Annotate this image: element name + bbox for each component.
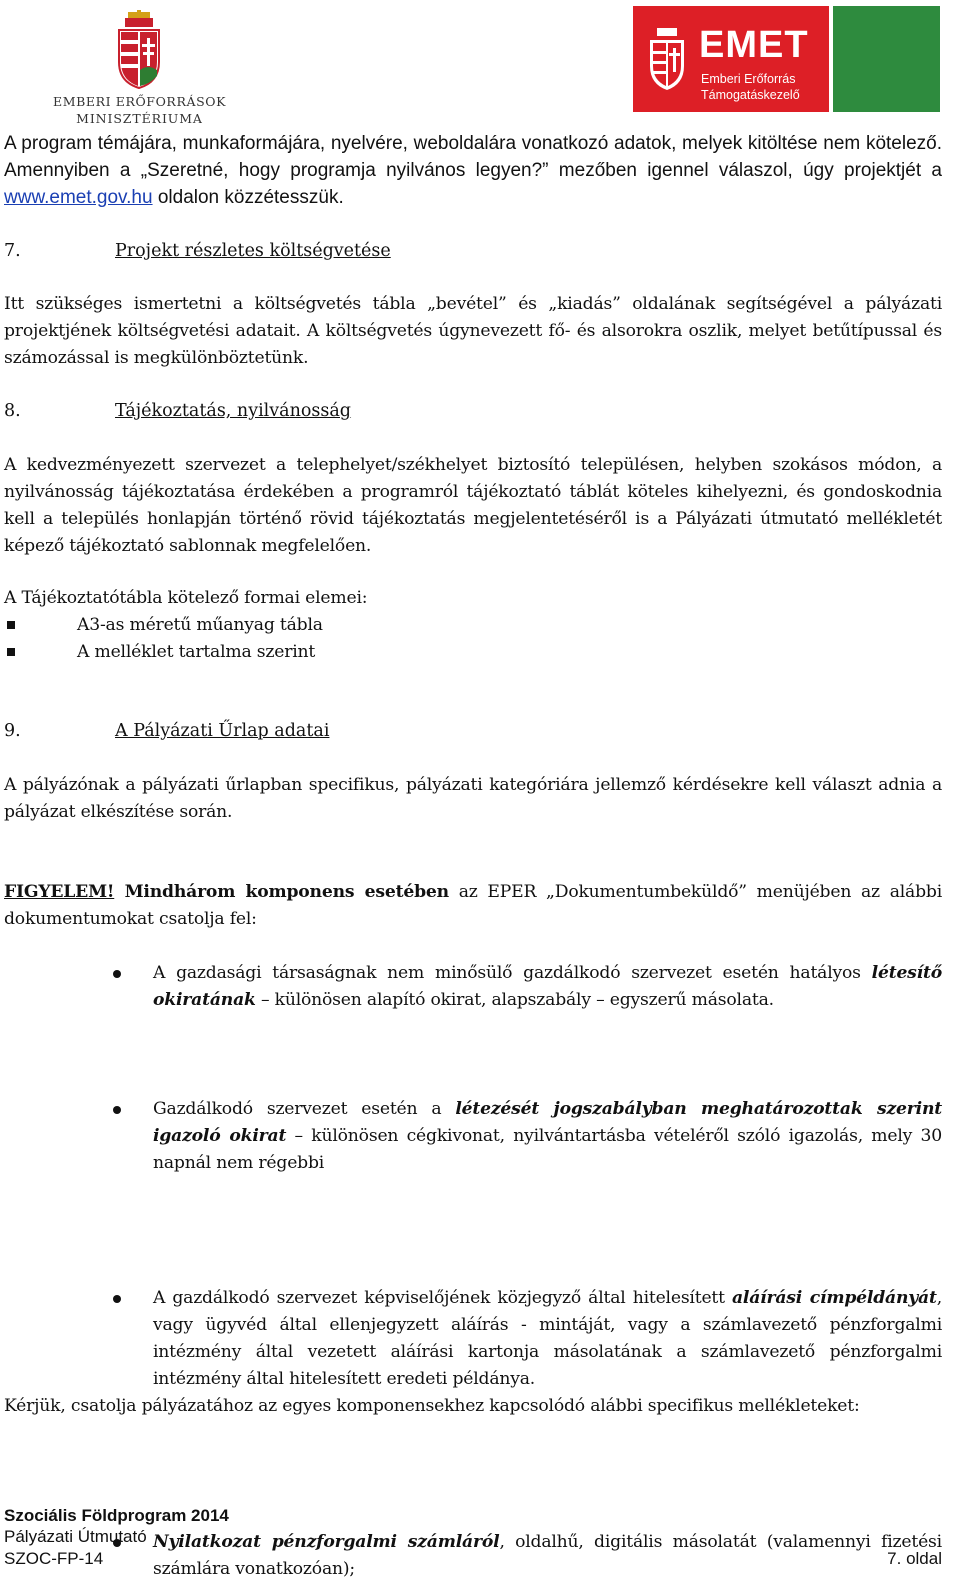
section-7-heading — [4, 238, 391, 265]
section-7-paragraph: Itt szükséges ismertetni a költségvetés tábla „bevétel” és „kiadás” oldalának segítségével a pályázati projektjének költségvetési adatait. A költségvetés úgynevezett fő- és alsorokra oszlik, melyet betűtípussal és számozással is megkülönböztetünk. — [4, 294, 942, 368]
section-8-title: Tájékoztatás, nyilvánosság — [115, 401, 352, 421]
emet-logo-red-block — [633, 6, 829, 112]
section-8-heading — [4, 398, 351, 425]
attention-text: az EPER „Dokumentumbeküldő” menüjében az alábbi dokumentumokat csatolja fel: — [4, 882, 942, 929]
ministry-logo — [52, 10, 227, 126]
section-7-title: Projekt részletes költségvetése — [115, 241, 391, 261]
intro-text-1: A program témájára, munkaformájára, nyelvére, weboldalára vonatkozó adatok, melyek kitöltése nem kötelező. Amennyiben a „Szeretné, hogy programja nyilvános legyen?” mezőben igennel válaszol, úgy projektjét a — [4, 133, 942, 181]
section-9-paragraph: A pályázónak a pályázati űrlapban specifikus, pályázati kategóriára jellemző kérdésekre kell választ adnia a pályázat elkészítése során. — [4, 775, 942, 822]
intro-text-2: oldalon közzétesszük. — [152, 187, 344, 208]
section-9-heading — [4, 718, 329, 745]
emet-logo-green-block — [833, 6, 940, 112]
emet-website-link[interactable]: www.emet.gov.hu — [4, 187, 153, 208]
section-9-number: 9. — [4, 721, 21, 741]
attention-label: FIGYELEM! — [4, 882, 115, 902]
list-item: A melléklet tartalma szerint — [4, 639, 942, 666]
hungarian-coat-of-arms-icon — [114, 10, 164, 90]
section-8-list-intro: A Tájékoztatótábla kötelező formai elemei: — [4, 588, 368, 608]
section-7-number: 7. — [4, 241, 21, 261]
list-item: A3-as méretű műanyag tábla — [4, 612, 942, 639]
bullet-icon — [113, 1295, 121, 1303]
footer-title: Szociális Földprogram 2014 — [4, 1506, 229, 1525]
footer-page-number: 7. oldal — [887, 1549, 942, 1568]
document-bullet-2: Gazdálkodó szervezet esetén a létezését jogszabályban meghatározottak szerint igazoló okirat – különösen cégkivonat, nyilvántartásba vételéről szóló igazolás, mely 30 napnál nem régebbi — [153, 1096, 942, 1177]
emet-subtitle-line2: Támogatáskezelő — [701, 88, 800, 102]
closing-paragraph: Kérjük, csatolja pályázatához az egyes komponensekhez kapcsolódó alábbi specifikus mellékleteket: — [4, 1396, 860, 1416]
bullet-icon — [113, 1106, 121, 1114]
section-9-title: A Pályázati Űrlap adatai — [115, 721, 330, 741]
document-bullet-4: Nyilatkozat pénzforgalmi számláról, oldalhű, digitális másolatát (valamennyi fizetési számlára vonatkozóan); — [153, 1529, 942, 1583]
bullet-icon — [113, 970, 121, 978]
emet-crest-icon — [647, 26, 687, 92]
attention-bold-text: Mindhárom komponens esetében — [114, 882, 449, 902]
section-8-list — [4, 612, 942, 666]
section-8-paragraph: A kedvezményezett szervezet a telephelyet/székhelyet biztosító településen, helyben szokásos módon, a nyilvánosság tájékoztatása érdekében a programról tájékoztató táblát köteles kihelyezni, és gondoskodnia kell a település honlapján történő rövid tájékoztatás megjelentetéséről is a Pályázati útmutató mellékletét képező tájékoztató sablonnak megfelelően. — [4, 455, 942, 556]
emet-logo — [633, 6, 940, 112]
intro-paragraph — [4, 130, 942, 211]
ministry-name-line1: EMBERI ERŐFORRÁSOK — [52, 94, 227, 109]
document-bullet-1: A gazdasági társaságnak nem minősülő gazdálkodó szervezet esetén hatályos létesítő okiratának – különösen alapító okirat, alapszabály – egyszerű másolata. — [153, 960, 942, 1014]
footer-subtitle: Pályázati Útmutató — [4, 1527, 147, 1546]
emet-title: EMET — [699, 24, 809, 66]
ministry-name-line2: MINISZTÉRIUMA — [76, 111, 203, 126]
emet-subtitle-line1: Emberi Erőforrás — [701, 72, 796, 86]
section-8-number: 8. — [4, 401, 21, 421]
document-bullet-3: A gazdálkodó szervezet képviselőjének közjegyző által hitelesített aláírási címpéldányát, vagy ügyvéd által ellenjegyzett aláírás - mintáját, vagy a számlavezető pénzforgalmi intézmény által vezetett aláírási kartonja másolatának a számlavezető pénzforgalmi intézmény által hitelesített eredeti példánya. — [153, 1285, 942, 1393]
footer-code: SZOC-FP-14 — [4, 1549, 104, 1568]
attention-paragraph — [4, 879, 942, 933]
